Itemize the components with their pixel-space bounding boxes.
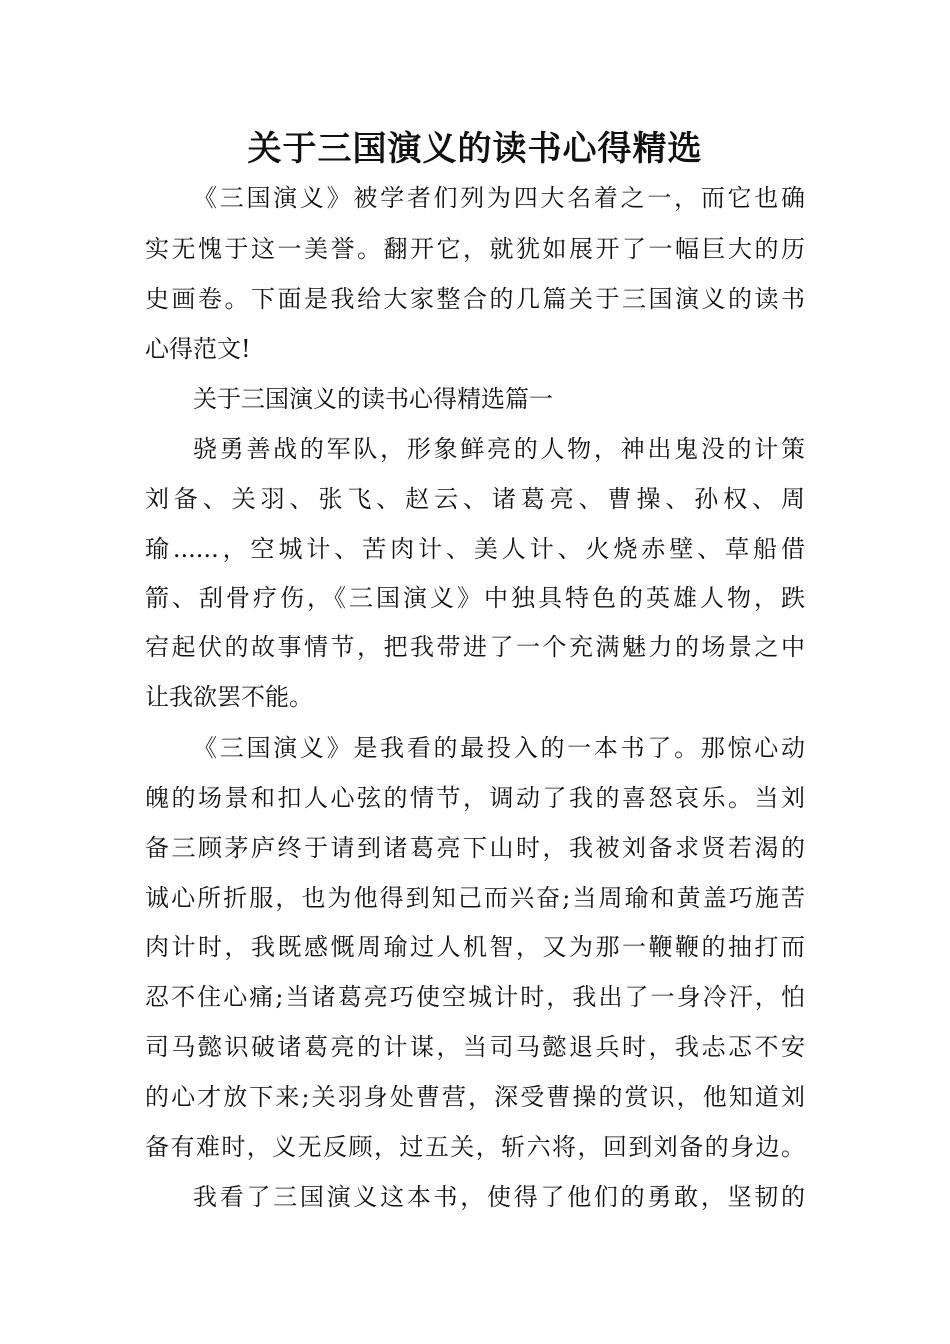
section-heading: 关于三国演义的读书心得精选篇一 xyxy=(193,385,553,413)
text-line: 《三国演义》是我看的最投入的一本书了。那惊心动 xyxy=(193,734,805,762)
text-line: 诚心所折服，也为他得到知己而兴奋;当周瑜和黄盖巧施苦 xyxy=(145,884,805,912)
text-line: 宕起伏的故事情节，把我带进了一个充满魅力的场景之中 xyxy=(145,633,805,661)
text-line: 我看了三国演义这本书，使得了他们的勇敢，坚韧的 xyxy=(193,1183,805,1211)
document-title: 关于三国演义的读书心得精选 xyxy=(247,129,703,169)
text-line: 史画卷。下面是我给大家整合的几篇关于三国演义的读书 xyxy=(145,285,805,313)
text-line: 忍不住心痛;当诸葛亮巧使空城计时，我出了一身冷汗，怕 xyxy=(145,983,805,1011)
text-line: 实无愧于这一美誉。翻开它，就犹如展开了一幅巨大的历 xyxy=(145,235,805,263)
text-line: 《三国演义》被学者们列为四大名着之一，而它也确 xyxy=(193,184,805,212)
text-line: 箭、刮骨疗伤，《三国演义》中独具特色的英雄人物，跌 xyxy=(145,584,805,612)
text-line: 刘备、关羽、张飞、赵云、诸葛亮、曹操、孙权、周 xyxy=(145,485,805,513)
text-line: 心得范文! xyxy=(145,335,251,363)
text-line: 的心才放下来;关羽身处曹营，深受曹操的赏识，他知道刘 xyxy=(145,1083,805,1111)
text-line: 司马懿识破诸葛亮的计谋，当司马懿退兵时，我忐忑不安 xyxy=(145,1033,805,1061)
text-line: 肉计时，我既感慨周瑜过人机智，又为那一鞭鞭的抽打而 xyxy=(145,933,805,961)
text-line: 骁勇善战的军队，形象鲜亮的人物，神出鬼没的计策 xyxy=(193,435,805,463)
text-line: 备有难时，义无反顾，过五关，斩六将，回到刘备的身边。 xyxy=(145,1133,805,1161)
text-line: 备三顾茅庐终于请到诸葛亮下山时，我被刘备求贤若渴的 xyxy=(145,834,805,862)
text-line: 魄的场景和扣人心弦的情节，调动了我的喜怒哀乐。当刘 xyxy=(145,784,805,812)
text-line: 瑜......，空城计、苦肉计、美人计、火烧赤壁、草船借 xyxy=(145,535,805,563)
text-line: 让我欲罢不能。 xyxy=(145,683,313,711)
